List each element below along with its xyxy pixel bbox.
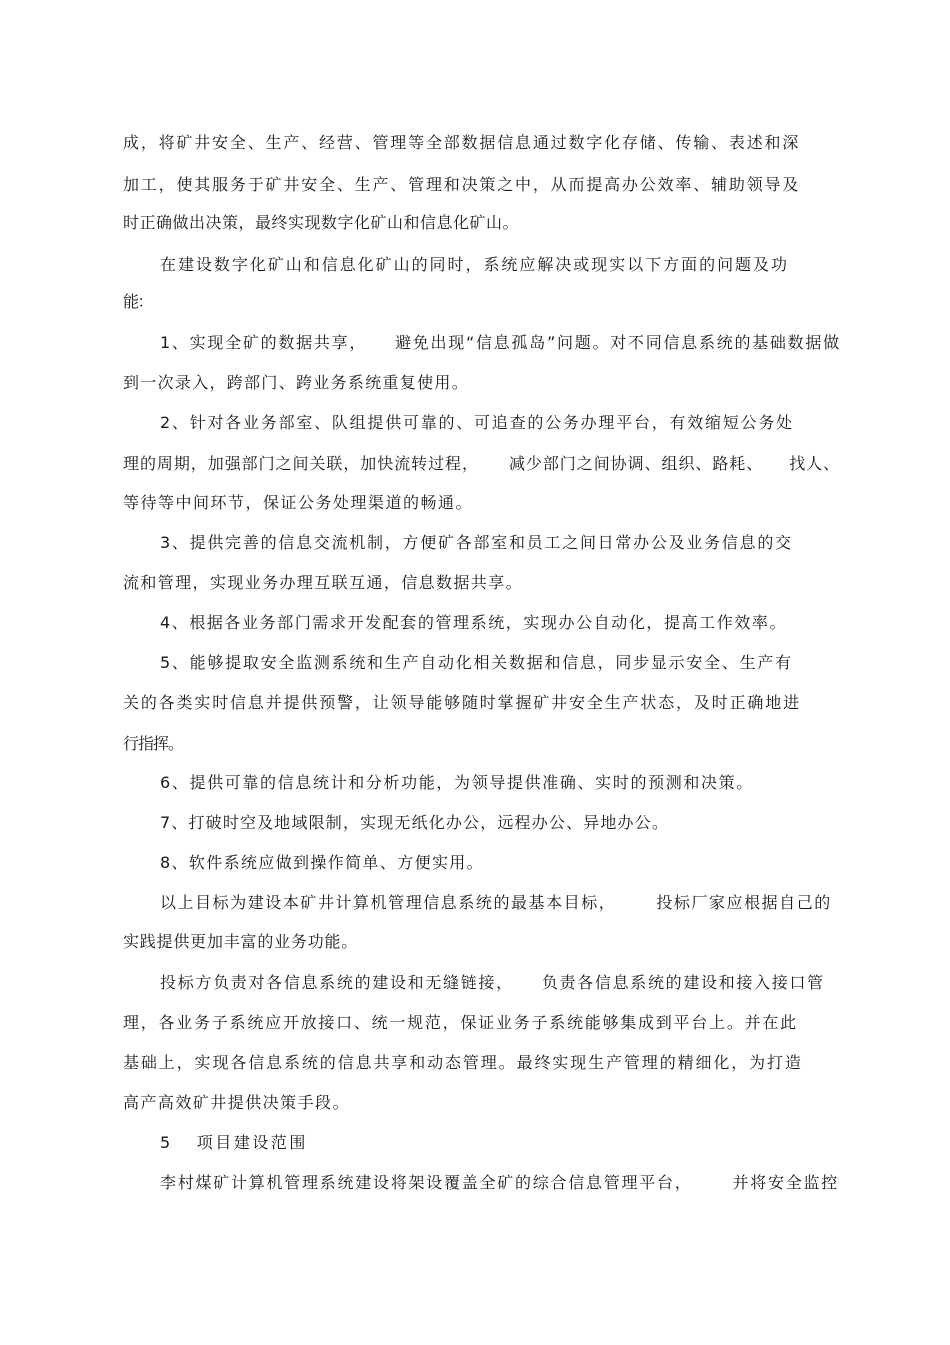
text-segment: 时正确做出决策，最终实现数字化矿山和信息化矿山。 (123, 213, 520, 232)
text-segment: 投标方负责对各信息系统的建设和无缝链接， (160, 973, 514, 992)
text-line (160, 1133, 308, 1153)
text-segment: 能： (123, 292, 153, 311)
text-segment: 基础上，实现各信息系统的信息共享和动态管理。最终实现生产管理的精细化，为打造 (123, 1053, 803, 1072)
text-segment: 4、根据各业务部门需求开发配套的管理系统，实现办公自动化，提高工作效率。 (160, 613, 788, 632)
text-segment: 项目建设范围 (196, 1133, 308, 1152)
text-segment: 等待等中间环节，保证公务处理渠道的畅通。 (123, 493, 474, 512)
text-segment: 成，将矿井安全、生产、经营、管理等全部数据信息通过数字化存储、传输、表述和深 (123, 133, 801, 152)
text-segment: 理的周期，加强部门之间关联，加快流转过程， (123, 454, 479, 473)
text-line (160, 255, 789, 275)
text-segment: 7、打破时空及地域限制，实现无纸化办公，远程办公、异地办公。 (160, 813, 669, 832)
text-line (160, 853, 484, 873)
text-line (123, 693, 801, 713)
text-segment: 李村煤矿计算机管理系统建设将架设覆盖全矿的综合信息管理平台， (160, 1173, 693, 1192)
text-line (160, 973, 825, 993)
text-segment: 3、提供完善的信息交流机制，方便矿各部室和员工之间日常办公及业务信息的交 (160, 533, 793, 552)
text-line (123, 573, 523, 593)
text-line (123, 213, 519, 233)
text-segment: 加工，使其服务于矿井安全、生产、管理和决策之中，从而提高办公效率、辅助领导及 (123, 175, 801, 194)
text-line (160, 533, 793, 553)
text-line (160, 413, 794, 433)
text-line (123, 373, 469, 393)
text-line (160, 333, 841, 353)
text-segment: 以上目标为建设本矿井计算机管理信息系统的最基本目标， (160, 893, 617, 912)
text-line (123, 1013, 798, 1033)
text-line (123, 1093, 350, 1113)
text-line (123, 1053, 803, 1073)
text-line (123, 454, 840, 474)
text-line (160, 813, 669, 833)
text-segment: 到一次录入，跨部门、跨业务系统重复使用。 (123, 373, 470, 392)
text-line (123, 493, 473, 513)
text-segment: 避免出现“信息孤岛”问题。对不同信息系统的基础数据做 (395, 333, 841, 352)
text-segment: 负责各信息系统的建设和接入接口管 (541, 973, 825, 992)
text-line (123, 734, 183, 754)
text-segment: 实践提供更加丰富的业务功能。 (123, 932, 359, 951)
text-segment: 流和管理，实现业务办理互联互通，信息数据共享。 (123, 573, 523, 592)
text-line (123, 175, 800, 195)
text-line (160, 1173, 839, 1193)
text-segment: 并将安全监控 (732, 1173, 840, 1192)
text-segment: 理，各业务子系统应开放接口、统一规范，保证业务子系统能够集成到平台上。并在此 (123, 1013, 798, 1032)
text-segment: 1、实现全矿的数据共享， (160, 333, 368, 352)
text-line (160, 893, 832, 913)
text-segment: 在建设数字化矿山和信息化矿山的同时，系统应解决或现实以下方面的问题及功 (160, 255, 789, 274)
text-line (123, 932, 358, 952)
text-segment: 8、软件系统应做到操作简单、方便实用。 (160, 853, 485, 872)
text-line (160, 773, 754, 793)
text-segment: 5 (160, 1133, 173, 1152)
text-segment: 高产高效矿井提供决策手段。 (123, 1093, 350, 1112)
text-line (123, 292, 152, 312)
text-line (160, 613, 787, 633)
text-segment: 找人、 (789, 454, 841, 473)
text-segment: 行指挥。 (123, 734, 184, 753)
text-segment: 5、能够提取安全监测系统和生产自动化相关数据和信息，同步显示安全、生产有 (160, 653, 793, 672)
text-segment: 减少部门之间协调、组织、路耗、 (508, 454, 764, 473)
text-segment: 投标厂家应根据自己的 (656, 893, 832, 912)
text-segment: 2、针对各业务部室、队组提供可靠的、可追查的公务办理平台，有效缩短公务处 (160, 413, 794, 432)
text-line (123, 133, 800, 153)
text-line (160, 653, 793, 673)
text-segment: 6、提供可靠的信息统计和分析功能，为领导提供准确、实时的预测和决策。 (160, 773, 754, 792)
text-segment: 关的各类实时信息并提供预警，让领导能够随时掌握矿井安全生产状态，及时正确地进 (123, 693, 801, 712)
